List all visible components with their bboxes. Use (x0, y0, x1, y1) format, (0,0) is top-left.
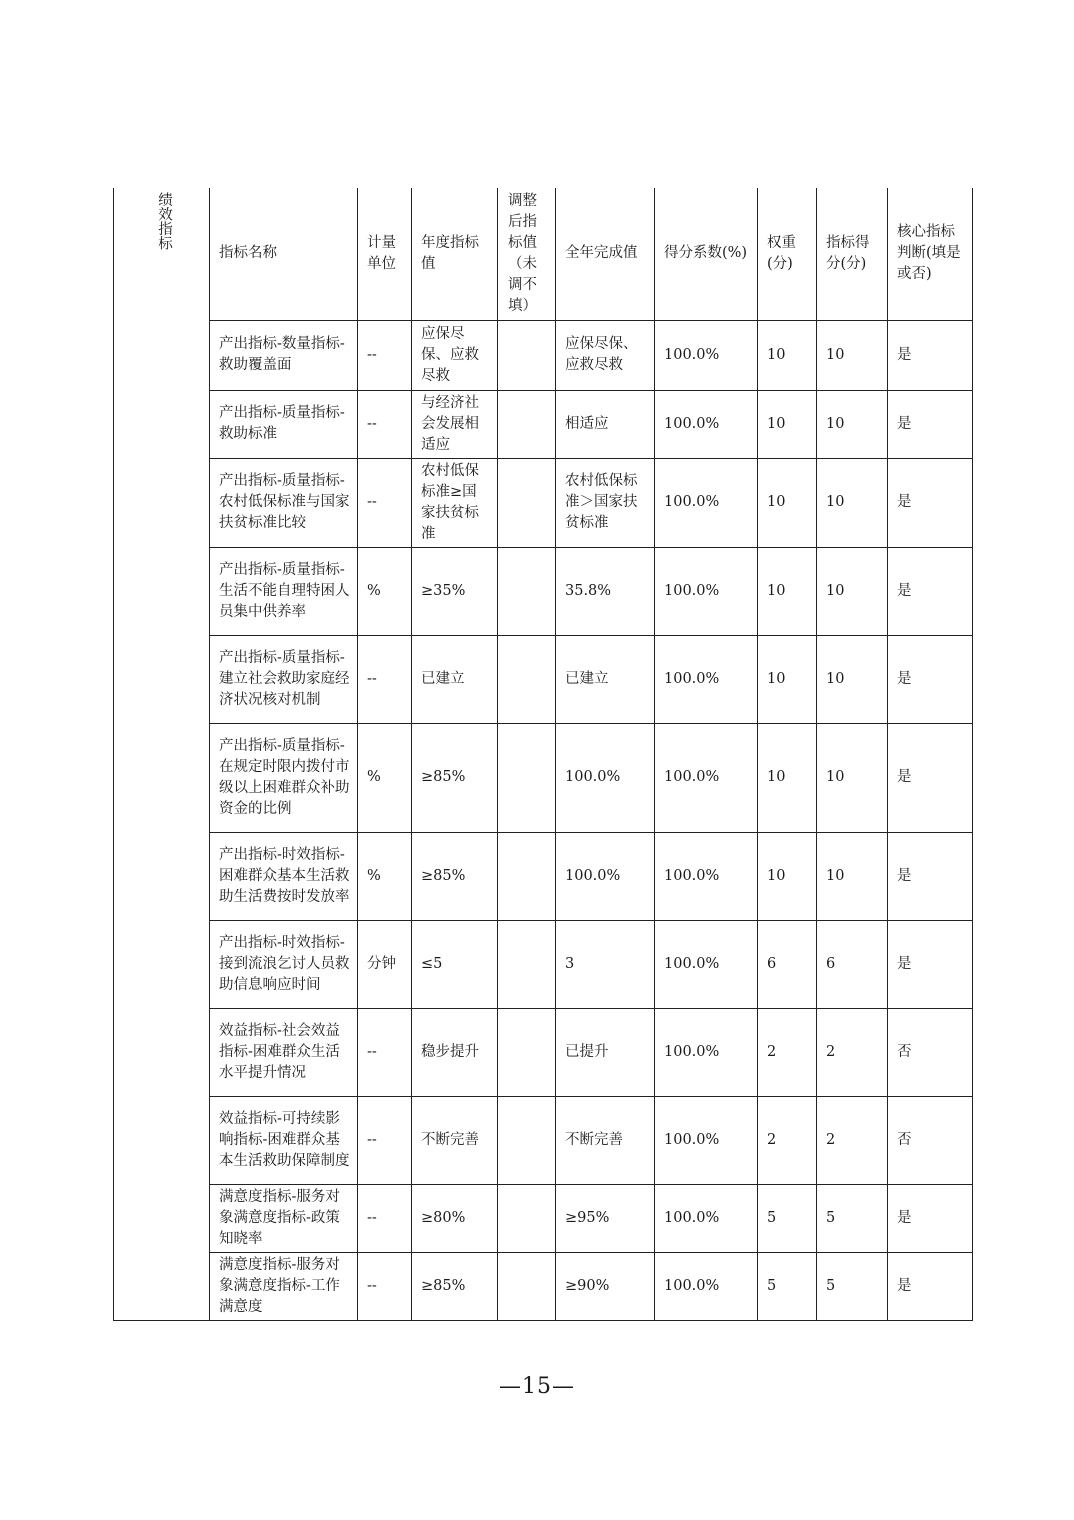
annual-target: 农村低保标准≥国家扶贫标准 (412, 458, 498, 547)
adjusted-target (498, 723, 556, 832)
weight: 2 (758, 1096, 817, 1184)
adjusted-target (498, 1008, 556, 1096)
weight: 10 (758, 390, 817, 458)
unit: -- (358, 390, 412, 458)
annual-target: 应保尽保、应救尽救 (412, 320, 498, 390)
indicator-score: 10 (817, 635, 888, 723)
score-coefficient: 100.0% (655, 458, 758, 547)
adjusted-target (498, 547, 556, 635)
annual-completion: 应保尽保、应救尽救 (556, 320, 655, 390)
adjusted-target (498, 458, 556, 547)
annual-target: 已建立 (412, 635, 498, 723)
indicator-name: 满意度指标-服务对象满意度指标-政策知晓率 (210, 1184, 358, 1252)
core-indicator: 是 (888, 1184, 973, 1252)
page-number: —15— (499, 1374, 575, 1399)
annual-completion: 100.0% (556, 723, 655, 832)
header-core-indicator: 核心指标判断(填是或否) (888, 188, 973, 320)
score-coefficient: 100.0% (655, 832, 758, 920)
table-row (114, 547, 973, 635)
header-name: 指标名称 (210, 188, 358, 320)
header-annual-completion: 全年完成值 (556, 188, 655, 320)
unit: -- (358, 1096, 412, 1184)
indicator-score: 10 (817, 832, 888, 920)
weight: 5 (758, 1184, 817, 1252)
unit: -- (358, 1008, 412, 1096)
adjusted-target (498, 1096, 556, 1184)
table-row (114, 635, 973, 723)
indicator-score: 10 (817, 547, 888, 635)
indicator-score: 5 (817, 1184, 888, 1252)
annual-target: 稳步提升 (412, 1008, 498, 1096)
score-coefficient: 100.0% (655, 635, 758, 723)
adjusted-target (498, 1184, 556, 1252)
indicator-name: 产出指标-质量指标-农村低保标准与国家扶贫标准比较 (210, 458, 358, 547)
header-score-coefficient: 得分系数(%) (655, 188, 758, 320)
annual-completion: 100.0% (556, 832, 655, 920)
annual-target: 不断完善 (412, 1096, 498, 1184)
weight: 10 (758, 547, 817, 635)
adjusted-target (498, 832, 556, 920)
indicator-score: 5 (817, 1252, 888, 1320)
performance-indicator-table (113, 188, 973, 1321)
annual-completion: 35.8% (556, 547, 655, 635)
table-row (114, 1008, 973, 1096)
weight: 10 (758, 635, 817, 723)
indicator-name: 效益指标-可持续影响指标-困难群众基本生活救助保障制度 (210, 1096, 358, 1184)
weight: 10 (758, 320, 817, 390)
core-indicator: 否 (888, 1096, 973, 1184)
indicator-name: 产出指标-数量指标-救助覆盖面 (210, 320, 358, 390)
annual-completion: 3 (556, 920, 655, 1008)
indicator-score: 10 (817, 723, 888, 832)
unit: % (358, 723, 412, 832)
header-indicator-score: 指标得分(分) (817, 188, 888, 320)
core-indicator: 是 (888, 390, 973, 458)
table-row (114, 390, 973, 458)
weight: 10 (758, 723, 817, 832)
table-row (114, 1184, 973, 1252)
score-coefficient: 100.0% (655, 1008, 758, 1096)
score-coefficient: 100.0% (655, 547, 758, 635)
table-row (114, 458, 973, 547)
weight: 10 (758, 458, 817, 547)
annual-target: ≥85% (412, 723, 498, 832)
indicator-score: 10 (817, 320, 888, 390)
unit: -- (358, 635, 412, 723)
unit: -- (358, 1184, 412, 1252)
section-label-cell (114, 188, 210, 1320)
header-annual-target: 年度指标值 (412, 188, 498, 320)
score-coefficient: 100.0% (655, 1252, 758, 1320)
score-coefficient: 100.0% (655, 920, 758, 1008)
header-row (114, 188, 973, 320)
score-coefficient: 100.0% (655, 1096, 758, 1184)
indicator-name: 效益指标-社会效益指标-困难群众生活水平提升情况 (210, 1008, 358, 1096)
table-row (114, 723, 973, 832)
header-adjusted-target: 调整后指标值（未调不填） (498, 188, 556, 320)
annual-completion: 不断完善 (556, 1096, 655, 1184)
core-indicator: 是 (888, 458, 973, 547)
core-indicator: 是 (888, 723, 973, 832)
indicator-name: 产出指标-质量指标-生活不能自理特困人员集中供养率 (210, 547, 358, 635)
unit: -- (358, 458, 412, 547)
weight: 5 (758, 1252, 817, 1320)
score-coefficient: 100.0% (655, 390, 758, 458)
weight: 10 (758, 832, 817, 920)
annual-target: ≥85% (412, 832, 498, 920)
annual-completion: 相适应 (556, 390, 655, 458)
annual-target: ≤5 (412, 920, 498, 1008)
indicator-name: 产出指标-时效指标-困难群众基本生活救助生活费按时发放率 (210, 832, 358, 920)
table-row (114, 320, 973, 390)
adjusted-target (498, 635, 556, 723)
indicator-score: 10 (817, 390, 888, 458)
indicator-score: 2 (817, 1008, 888, 1096)
unit: % (358, 547, 412, 635)
header-unit: 计量单位 (358, 188, 412, 320)
indicator-score: 6 (817, 920, 888, 1008)
indicator-name: 产出指标-时效指标-接到流浪乞讨人员救助信息响应时间 (210, 920, 358, 1008)
section-label: 绩效指标 (156, 192, 172, 250)
annual-target: ≥80% (412, 1184, 498, 1252)
score-coefficient: 100.0% (655, 320, 758, 390)
indicator-name: 产出指标-质量指标-建立社会救助家庭经济状况核对机制 (210, 635, 358, 723)
indicator-score: 10 (817, 458, 888, 547)
core-indicator: 是 (888, 547, 973, 635)
header-weight: 权重(分) (758, 188, 817, 320)
annual-completion: 农村低保标准＞国家扶贫标准 (556, 458, 655, 547)
adjusted-target (498, 1252, 556, 1320)
table-body (114, 188, 973, 1320)
indicator-name: 产出指标-质量指标-在规定时限内拨付市级以上困难群众补助资金的比例 (210, 723, 358, 832)
annual-completion: ≥95% (556, 1184, 655, 1252)
annual-target: 与经济社会发展相适应 (412, 390, 498, 458)
unit: % (358, 832, 412, 920)
unit: 分钟 (358, 920, 412, 1008)
table-row (114, 920, 973, 1008)
unit: -- (358, 1252, 412, 1320)
annual-completion: 已提升 (556, 1008, 655, 1096)
annual-target: ≥35% (412, 547, 498, 635)
indicator-score: 2 (817, 1096, 888, 1184)
table-row (114, 1096, 973, 1184)
core-indicator: 是 (888, 635, 973, 723)
adjusted-target (498, 320, 556, 390)
annual-completion: ≥90% (556, 1252, 655, 1320)
annual-completion: 已建立 (556, 635, 655, 723)
core-indicator: 是 (888, 320, 973, 390)
score-coefficient: 100.0% (655, 1184, 758, 1252)
adjusted-target (498, 390, 556, 458)
weight: 2 (758, 1008, 817, 1096)
core-indicator: 是 (888, 920, 973, 1008)
table-row (114, 1252, 973, 1320)
unit: -- (358, 320, 412, 390)
core-indicator: 是 (888, 1252, 973, 1320)
indicator-name: 产出指标-质量指标-救助标准 (210, 390, 358, 458)
indicator-name: 满意度指标-服务对象满意度指标-工作满意度 (210, 1252, 358, 1320)
core-indicator: 是 (888, 832, 973, 920)
weight: 6 (758, 920, 817, 1008)
core-indicator: 否 (888, 1008, 973, 1096)
adjusted-target (498, 920, 556, 1008)
table-row (114, 832, 973, 920)
annual-target: ≥85% (412, 1252, 498, 1320)
score-coefficient: 100.0% (655, 723, 758, 832)
